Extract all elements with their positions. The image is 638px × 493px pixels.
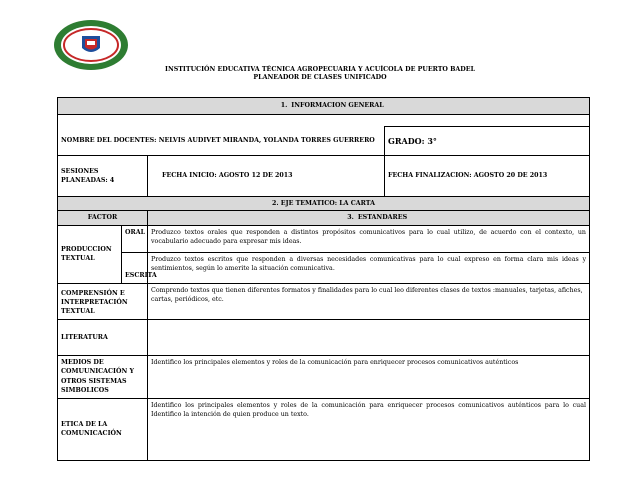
etica-standard: Identifico los principales elementos y roles de la comunicación para enriquecer procesos comunicativos auténticos para lo cual Identifico la intención de quien produce un texto. [148,398,590,460]
medios-standard: Identifico los principales elementos y roles de la comunicación para enriquecer procesos comunicativos auténticos [148,355,590,398]
fecha-inicio-cell: FECHA INICIO: AGOSTO 12 DE 2013 [148,156,385,197]
fecha-fin-cell: FECHA FINALIZACION: AGOSTO 20 DE 2013 [385,156,590,197]
section-general-info: 1. INFORMACION GENERAL [58,98,590,115]
section-estandares: 3. ESTANDARES [148,211,590,225]
comprension-label: COMPRENSIÓN E INTERPRETACIÓN TEXTUAL [58,283,148,319]
literatura-standard [148,319,590,355]
institution-name: INSTITUCIÓN EDUCATIVA TÉCNICA AGROPECUARIA Y ACUÍCOLA DE PUERTO BADEL [165,66,475,73]
comprension-standard: Comprendo textos que tienen diferentes formatos y finalidades para lo cual leo diferentes clases de textos :manuales, tarjetas, afiches, cartas, periódicos, etc. [148,283,590,319]
etica-label: ETICA DE LA COMUNICACIÓN [58,398,148,460]
factor-header: FACTOR [58,211,148,225]
planner-subtitle: PLANEADOR DE CLASES UNIFICADO [253,74,387,81]
produccion-label: PRODUCCION TEXTUAL [58,225,122,283]
medios-label: MEDIOS DE COMUUNICACIÓN Y OTROS SISTEMAS SIMBOLICOS [58,355,148,398]
escrita-standard: Produzco textos escritos que responden a diversas necesidades comunicativas para lo cual expreso en forma clara mis ideas y sentimientos, según lo amerite la situación comunicativa. [148,252,590,283]
section-eje-tematico: 2. EJE TEMATICO: LA CARTA [58,197,590,211]
sesiones-cell: SESIONES PLANEADAS: 4 [58,156,148,197]
escrita-label: ESCRITA [122,252,148,283]
grado-cell: GRADO: 3° [385,127,590,156]
institution-logo [52,18,130,72]
literatura-label: LITERATURA [58,319,148,355]
oral-label: ORAL [122,225,148,252]
oral-standard: Produzco textos orales que responden a distintos propósitos comunicativos para lo cual utilizo, de acuerdo con el contexto, un vocabulario adecuado para expresar mis ideas. [148,225,590,252]
planner-table [57,97,590,461]
docentes-cell: NOMBRE DEL DOCENTES: NELVIS AUDIVET MIRANDA, YOLANDA TORRES GUERRERO [58,127,385,156]
